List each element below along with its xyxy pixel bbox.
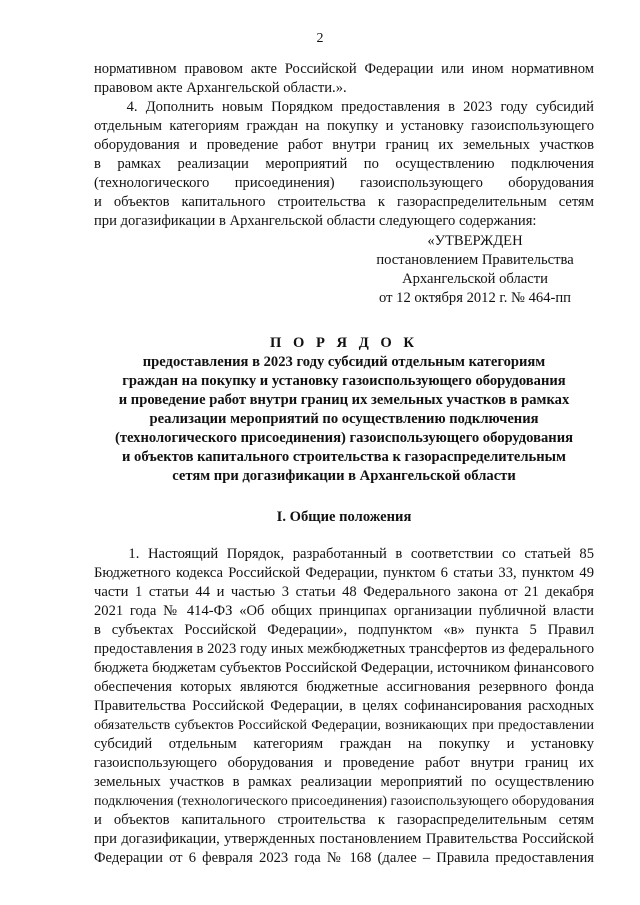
title-heading: П О Р Я Д О К bbox=[269, 335, 419, 351]
title-line: предоставления в 2023 году субсидий отдельным категориям bbox=[142, 354, 546, 370]
text-line: 2021 года № 414-ФЗ «Об общих принципах организации публичной власти bbox=[94, 603, 594, 619]
text-line: нормативном правовом акте Российской Федерации или ином нормативном bbox=[94, 61, 594, 77]
text-line: обеспечения которых являются бюджетные ассигнования резервного фонда bbox=[94, 679, 594, 695]
text-line: в рамках реализации мероприятий по осуществлению подключения bbox=[94, 156, 594, 172]
title-line: (технологического присоединения) газоиспользующего оборудования bbox=[114, 430, 574, 446]
text-line: субсидий отдельным категориям граждан на покупку и установку bbox=[94, 736, 594, 752]
title-line: и проведение работ внутри границ их земельных участков в рамках bbox=[118, 392, 570, 408]
intro-paragraph bbox=[94, 60, 594, 231]
title-line: сетям при догазификации в Архангельской области bbox=[172, 468, 516, 484]
title-line: и объектов капитального строительства к газораспределительным bbox=[122, 449, 566, 465]
title-line: реализации мероприятий по осуществлению подключения bbox=[149, 411, 539, 427]
document-title bbox=[94, 334, 594, 486]
text-line: (технологического присоединения) газоиспользующего оборудования bbox=[94, 175, 594, 191]
text-line: предоставления в 2023 году иных межбюджетных трансфертов из федерального bbox=[94, 641, 594, 657]
page-number: 2 bbox=[316, 31, 324, 46]
text-line: Федерации от 6 февраля 2023 года № 168 (далее – Правила предоставления bbox=[94, 850, 594, 866]
text-line: бюджета бюджетам субъектов Российской Федерации, источником финансового bbox=[94, 660, 594, 676]
approval-line: постановлением Правительства bbox=[376, 252, 574, 268]
text-line: 4. Дополнить новым Порядком предоставления в 2023 году субсидий bbox=[94, 99, 594, 115]
text-line: 1. Настоящий Порядок, разработанный в соответствии со статьей 85 bbox=[94, 546, 594, 562]
text-line: обязательств субъектов Российской Федерации, возникающих при предоставлении bbox=[94, 718, 594, 733]
text-line: земельных участков в рамках реализации мероприятий по осуществлению bbox=[94, 774, 594, 790]
approval-line: от 12 октября 2012 г. № 464-пп bbox=[379, 290, 571, 306]
approval-line: Архангельской области bbox=[402, 271, 548, 287]
text-line: части 1 статьи 44 и частью 3 статьи 48 Федерального закона от 21 декабря bbox=[94, 584, 594, 600]
text-line: оборудования и проведение работ внутри границ их земельных участков bbox=[94, 137, 594, 153]
approval-line: «УТВЕРЖДЕН bbox=[427, 233, 523, 249]
text-line: отдельным категориям граждан на покупку и установку газоиспользующего bbox=[94, 118, 594, 134]
text-line: в субъектах Российской Федерации», подпунктом «в» пункта 5 Правил bbox=[94, 622, 594, 638]
text-line: Правительства Российской Федерации, в целях софинансирования расходных bbox=[94, 698, 594, 714]
text-line: Бюджетного кодекса Российской Федерации, пунктом 6 статьи 33, пунктом 49 bbox=[94, 565, 594, 581]
text-line: газоиспользующего оборудования и проведение работ внутри границ их bbox=[94, 755, 594, 771]
title-line: граждан на покупку и установку газоиспользующего оборудования bbox=[122, 373, 566, 389]
text-line: при догазификации в Архангельской области следующего содержания: bbox=[94, 213, 537, 229]
text-line: правовом акте Архангельской области.». bbox=[94, 80, 347, 96]
section-heading: I. Общие положения bbox=[276, 509, 412, 525]
body-paragraph bbox=[94, 545, 594, 868]
text-line: при догазификации, утвержденных постановлением Правительства Российской bbox=[94, 831, 594, 847]
text-line: и объектов капитального строительства к газораспределительным сетям bbox=[94, 194, 594, 210]
text-line: подключения (технологического присоединения) газоиспользующего оборудования bbox=[94, 794, 595, 809]
text-line: и объектов капитального строительства к газораспределительным сетям bbox=[94, 812, 594, 828]
approval-stamp bbox=[330, 232, 620, 308]
